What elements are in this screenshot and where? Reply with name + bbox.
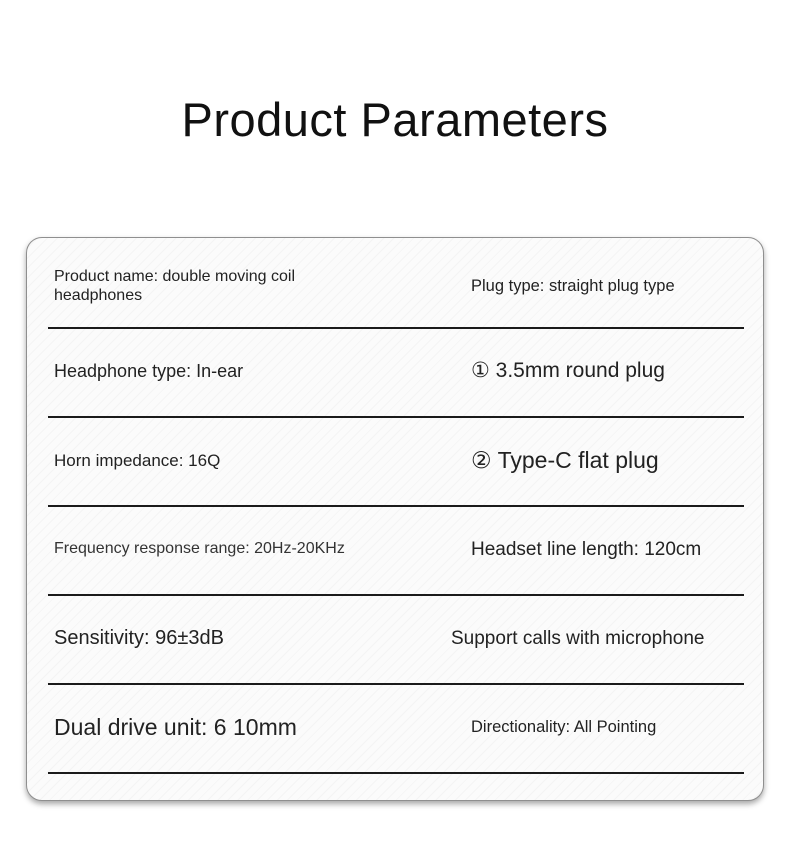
parameter-right-cell — [451, 594, 751, 683]
parameter-right-cell — [471, 238, 771, 331]
parameter-left-cell — [54, 683, 454, 772]
directionality-text: Directionality: All Pointing — [471, 718, 657, 737]
headphone-type-text: Headphone type: In-ear — [54, 361, 244, 382]
parameter-row — [48, 683, 744, 774]
parameter-row — [48, 238, 744, 329]
sensitivity-text: Sensitivity: 96±3dB — [54, 627, 224, 649]
parameter-left-cell — [54, 327, 454, 416]
product-name-text: Product name: double moving coil headphones — [54, 268, 296, 304]
parameter-left-cell — [54, 416, 454, 505]
parameter-row — [48, 416, 744, 507]
parameter-row — [48, 505, 744, 596]
round-plug-text: ① 3.5mm round plug — [471, 359, 665, 383]
parameter-left-cell — [54, 505, 454, 594]
parameter-left-cell — [54, 594, 454, 683]
parameter-row — [48, 327, 744, 418]
page-title: Product Parameters — [181, 93, 609, 146]
parameter-row — [48, 594, 744, 685]
frequency-response-text: Frequency response range: 20Hz-20KHz — [54, 540, 345, 558]
parameter-right-cell — [471, 505, 771, 594]
drive-unit-text: Dual drive unit: 6 10mm — [54, 714, 297, 741]
parameters-card — [26, 237, 764, 801]
parameter-right-cell — [471, 683, 771, 772]
line-length-text: Headset line length: 120cm — [471, 538, 702, 560]
microphone-support-text: Support calls with microphone — [451, 627, 705, 649]
parameter-right-cell — [471, 327, 771, 416]
type-c-plug-text: ② Type-C flat plug — [471, 447, 659, 474]
plug-type-text: Plug type: straight plug type — [471, 277, 675, 296]
parameter-right-cell — [471, 416, 771, 505]
parameter-left-cell — [54, 238, 354, 331]
horn-impedance-text: Horn impedance: 16Q — [54, 450, 221, 470]
